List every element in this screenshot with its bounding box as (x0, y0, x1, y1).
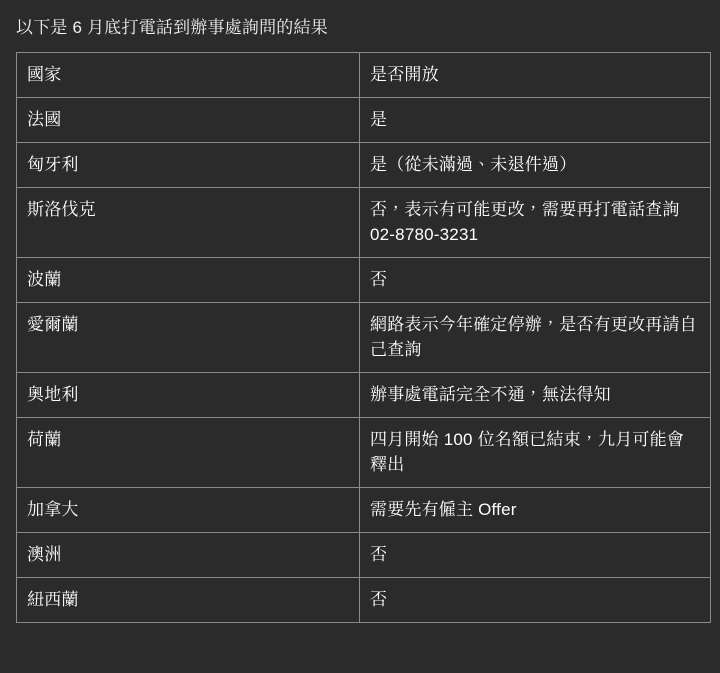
country-label: 澳洲 (27, 545, 62, 564)
status-label: 否 (370, 590, 388, 609)
table-row (17, 143, 711, 188)
cell-status (360, 188, 711, 258)
column-header-status (360, 53, 711, 98)
status-label: 否，表示有可能更改，需要再打電話查詢 02-8780-3231 (370, 200, 680, 244)
status-label: 是 (370, 110, 388, 129)
country-label: 斯洛伐克 (27, 200, 96, 219)
cell-country (17, 488, 360, 533)
country-label: 愛爾蘭 (27, 315, 79, 334)
table-row (17, 303, 711, 373)
cell-status (360, 303, 711, 373)
cell-country (17, 373, 360, 418)
cell-country (17, 98, 360, 143)
country-label: 荷蘭 (27, 430, 62, 449)
cell-country (17, 143, 360, 188)
country-label: 加拿大 (27, 500, 79, 519)
cell-status (360, 98, 711, 143)
table-row (17, 188, 711, 258)
column-header-country-label: 國家 (27, 65, 62, 84)
column-header-status-label: 是否開放 (370, 65, 439, 84)
column-header-country (17, 53, 360, 98)
cell-status (360, 488, 711, 533)
status-label: 需要先有僱主 Offer (370, 500, 517, 519)
table-row (17, 258, 711, 303)
cell-country (17, 188, 360, 258)
status-label: 辦事處電話完全不通，無法得知 (370, 385, 611, 404)
status-label: 否 (370, 545, 388, 564)
table-header-row (17, 53, 711, 98)
cell-status (360, 578, 711, 623)
country-label: 紐西蘭 (27, 590, 79, 609)
cell-country (17, 418, 360, 488)
table-row (17, 533, 711, 578)
page-title: 以下是 6 月底打電話到辦事處詢問的結果 (16, 18, 328, 37)
country-label: 波蘭 (27, 270, 62, 289)
table-row (17, 373, 711, 418)
cell-country (17, 578, 360, 623)
cell-country (17, 303, 360, 373)
cell-country (17, 533, 360, 578)
cell-country (17, 258, 360, 303)
table-row (17, 418, 711, 488)
status-label: 否 (370, 270, 388, 289)
table-body (17, 53, 711, 623)
country-label: 匈牙利 (27, 155, 79, 174)
status-label: 四月開始 100 位名額已結束，九月可能會釋出 (370, 430, 685, 474)
country-label: 法國 (27, 110, 62, 129)
table-row (17, 98, 711, 143)
cell-status (360, 533, 711, 578)
table-row (17, 488, 711, 533)
cell-status (360, 258, 711, 303)
cell-status (360, 418, 711, 488)
status-label: 網路表示今年確定停辦，是否有更改再請自己查詢 (370, 315, 697, 359)
cell-status (360, 143, 711, 188)
status-label: 是（從未滿過、未退件過） (370, 155, 577, 174)
country-label: 奧地利 (27, 385, 79, 404)
working-holiday-status-table (16, 52, 711, 623)
table-row (17, 578, 711, 623)
cell-status (360, 373, 711, 418)
